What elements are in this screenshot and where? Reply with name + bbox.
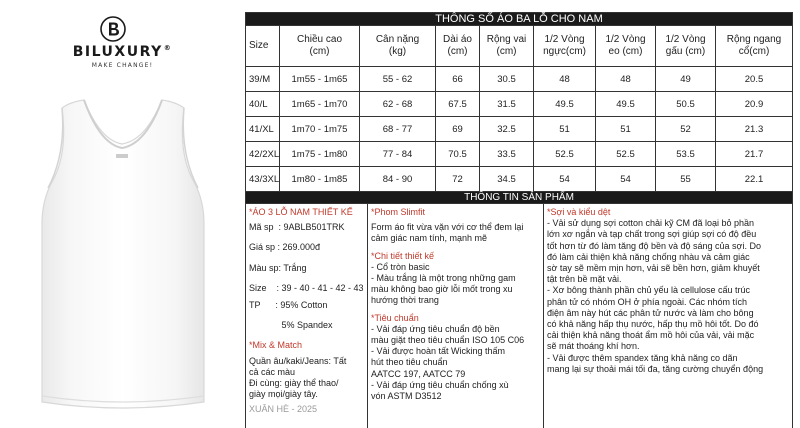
design-detail-line: - Cổ tròn basic bbox=[371, 261, 430, 272]
table-cell: 41/XL bbox=[246, 117, 280, 142]
table-cell: 40/L bbox=[246, 92, 280, 117]
col-header: Rộng ngang cổ(cm) bbox=[716, 26, 793, 67]
fabric-line: tốt hơn từ đó làm tăng độ bền và độ sáng của sợi. Do bbox=[547, 240, 761, 251]
phom-line: cảm giác nam tính, mạnh mẽ bbox=[371, 233, 488, 244]
product-design-info bbox=[368, 204, 544, 428]
table-row bbox=[246, 92, 793, 117]
table-cell: 43/3XL bbox=[246, 167, 280, 192]
standard-line: - Vải đáp ứng tiêu chuẩn chống xù bbox=[371, 379, 509, 390]
product-sizes: Size : 39 - 40 - 41 - 42 - 43 bbox=[249, 282, 364, 293]
fabric-title: *Sợi và kiểu dệt bbox=[547, 207, 611, 217]
table-cell: 20.9 bbox=[716, 92, 793, 117]
design-detail-line: hướng thời trang bbox=[371, 295, 439, 306]
table-cell: 39/M bbox=[246, 67, 280, 92]
table-cell: 70.5 bbox=[436, 142, 480, 167]
table-cell: 1m70 - 1m75 bbox=[280, 117, 360, 142]
table-cell: 54 bbox=[534, 167, 596, 192]
standard-line: hút theo tiêu chuẩn bbox=[371, 357, 448, 368]
col-header: 1/2 Vòng eo (cm) bbox=[596, 26, 656, 67]
phom-line: Form áo fit vừa vặn với cơ thể đem lại bbox=[371, 222, 524, 233]
table-cell: 67.5 bbox=[436, 92, 480, 117]
fabric-line: - Vải sử dụng sợi cotton chải kỹ CM đã loại bỏ phần bbox=[547, 218, 755, 229]
table-cell: 62 - 68 bbox=[360, 92, 436, 117]
standard-line: vón ASTM D3512 bbox=[371, 391, 442, 402]
table-cell: 55 - 62 bbox=[360, 67, 436, 92]
table-cell: 22.1 bbox=[716, 167, 793, 192]
table-cell: 34.5 bbox=[480, 167, 534, 192]
col-header: Chiều cao (cm) bbox=[280, 26, 360, 67]
col-header: Dài áo (cm) bbox=[436, 26, 480, 67]
table-cell: 48 bbox=[596, 67, 656, 92]
table-cell: 21.7 bbox=[716, 142, 793, 167]
table-cell: 84 - 90 bbox=[360, 167, 436, 192]
design-detail-line: - Màu trắng là một trong những gam bbox=[371, 273, 516, 284]
col-header: 1/2 Vòng ngực(cm) bbox=[534, 26, 596, 67]
season-label: XUÂN HÈ - 2025 bbox=[249, 404, 318, 415]
size-table bbox=[245, 12, 793, 192]
table-cell: 1m55 - 1m65 bbox=[280, 67, 360, 92]
table-cell: 54 bbox=[596, 167, 656, 192]
fabric-line: đó làm cải thiện khả năng chống nhàu và cảm giác bbox=[547, 251, 750, 262]
table-cell: 50.5 bbox=[656, 92, 716, 117]
col-header: Rộng vai (cm) bbox=[480, 26, 534, 67]
standard-line: AATCC 197, AATCC 79 bbox=[371, 368, 466, 379]
col-header: Size bbox=[246, 26, 280, 67]
fabric-line: điện âm này hút các phân tử nước và làm cho bông bbox=[547, 307, 754, 318]
table-row bbox=[246, 142, 793, 167]
product-basic-info bbox=[246, 204, 368, 428]
product-code: Mã sp : 9ABLB501TRK bbox=[249, 222, 345, 233]
brand-tagline: MAKE CHANGE! bbox=[91, 62, 154, 69]
table-cell: 52.5 bbox=[596, 142, 656, 167]
table-cell: 55 bbox=[656, 167, 716, 192]
standard-line: màu giặt theo tiêu chuẩn ISO 105 C06 bbox=[371, 335, 525, 346]
product-material: TP : 95% Cotton bbox=[249, 300, 328, 311]
mix-match-line: giày mọi/giày tây. bbox=[249, 389, 318, 400]
fabric-line: lớn xơ ngắn và tạp chất trong sợi giúp sợi có độ đều bbox=[547, 229, 757, 240]
fabric-line: tật trên bề mặt vải. bbox=[547, 274, 622, 285]
mix-match-line: Quần âu/kaki/Jeans: Tất bbox=[249, 355, 347, 366]
fabric-line: sẽ mát thoáng khí hơn. bbox=[547, 341, 640, 352]
table-cell: 1m65 - 1m70 bbox=[280, 92, 360, 117]
table-cell: 48 bbox=[534, 67, 596, 92]
fabric-info bbox=[544, 204, 793, 428]
table-cell: 51 bbox=[596, 117, 656, 142]
table-cell: 1m80 - 1m85 bbox=[280, 167, 360, 192]
fabric-line: mang lại sự thoải mái tối đa, tăng cường chuyển động bbox=[547, 363, 764, 374]
col-header: 1/2 Vòng gấu (cm) bbox=[656, 26, 716, 67]
fabric-line: phân tử có nhóm OH ở phía ngoài. Các nhóm tích bbox=[547, 296, 748, 307]
standard-line: - Vải đáp ứng tiêu chuẩn độ bền bbox=[371, 323, 500, 334]
brand-name: BILUXURY® bbox=[72, 44, 173, 60]
table-cell: 21.3 bbox=[716, 117, 793, 142]
fabric-line: có khả năng hấp thụ nước, hấp thụ mồ hôi tốt. Do đó bbox=[547, 319, 759, 330]
table-cell: 51 bbox=[534, 117, 596, 142]
table-cell: 33.5 bbox=[480, 142, 534, 167]
mix-match-line: Đi cùng: giày thể thao/ bbox=[249, 378, 339, 389]
table-cell: 1m75 - 1m80 bbox=[280, 142, 360, 167]
biluxury-logo-icon bbox=[100, 16, 126, 42]
size-table-title: THÔNG SỐ ÁO BA LỖ CHO NAM bbox=[246, 13, 793, 26]
table-cell: 69 bbox=[436, 117, 480, 142]
table-cell: 32.5 bbox=[480, 117, 534, 142]
fabric-line: - Vải được thêm spandex tăng khả năng co dãn bbox=[547, 352, 738, 363]
table-cell: 77 - 84 bbox=[360, 142, 436, 167]
standard-title: *Tiêu chuẩn bbox=[371, 312, 419, 323]
product-color: Màu sp: Trắng bbox=[249, 262, 307, 273]
product-info-title: THÔNG TIN SẢN PHẨM bbox=[246, 192, 793, 204]
table-cell: 68 - 77 bbox=[360, 117, 436, 142]
mix-match-title: *Mix & Match bbox=[249, 340, 303, 351]
fabric-line: - Xơ bông thành phần chủ yếu là cellulose cấu trúc bbox=[547, 285, 751, 296]
product-price: Giá sp : 269.000đ bbox=[249, 242, 321, 253]
table-row bbox=[246, 67, 793, 92]
table-cell: 52.5 bbox=[534, 142, 596, 167]
brand-panel bbox=[0, 0, 245, 428]
product-info-table bbox=[245, 191, 793, 428]
table-cell: 20.5 bbox=[716, 67, 793, 92]
table-cell: 72 bbox=[436, 167, 480, 192]
product-material-2: 5% Spandex bbox=[249, 320, 333, 331]
table-cell: 31.5 bbox=[480, 92, 534, 117]
design-detail-title: *Chi tiết thiết kế bbox=[371, 250, 435, 261]
table-cell: 42/2XL bbox=[246, 142, 280, 167]
fabric-line: sờ tay sẽ mềm mịn hơn, vải sẽ bền hơn, giảm khuyết bbox=[547, 263, 760, 274]
design-detail-line: màu không bao giờ lỗi mốt trong xu bbox=[371, 284, 513, 295]
product-tank-top-image bbox=[0, 84, 245, 428]
phom-title: *Phom Slimfit bbox=[371, 207, 426, 217]
standard-line: - Vải được hoàn tất Wicking thấm bbox=[371, 346, 505, 357]
table-cell: 49.5 bbox=[534, 92, 596, 117]
table-cell: 49 bbox=[656, 67, 716, 92]
fabric-line: cải thiện khả năng thoát ẩm mồ hôi của vải, vải mặc bbox=[547, 330, 755, 341]
size-table-header-row bbox=[246, 26, 793, 67]
table-row bbox=[246, 167, 793, 192]
table-cell: 53.5 bbox=[656, 142, 716, 167]
mix-match-line: cả các màu bbox=[249, 366, 296, 377]
table-cell: 49.5 bbox=[596, 92, 656, 117]
product-name: *ÁO 3 LỖ NAM THIẾT KẾ bbox=[249, 207, 353, 217]
table-row bbox=[246, 117, 793, 142]
table-cell: 30.5 bbox=[480, 67, 534, 92]
table-cell: 66 bbox=[436, 67, 480, 92]
col-header: Cân nặng (kg) bbox=[360, 26, 436, 67]
table-cell: 52 bbox=[656, 117, 716, 142]
